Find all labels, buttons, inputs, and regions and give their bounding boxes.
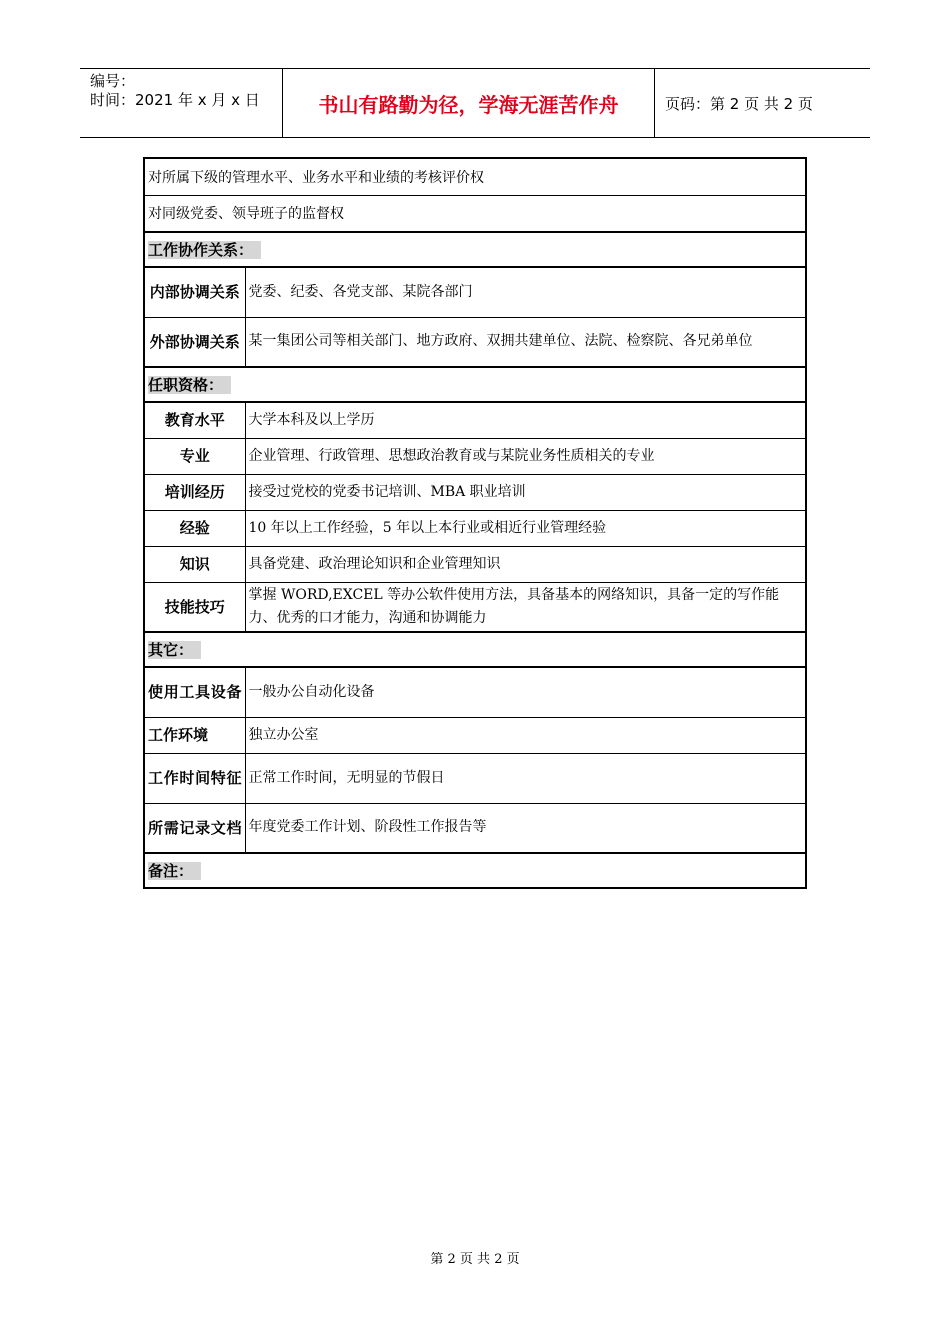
row-value: 大学本科及以上学历 — [245, 402, 806, 438]
table-row — [144, 753, 806, 803]
row-value: 一般办公自动化设备 — [245, 667, 806, 717]
row-label: 外部协调关系 — [144, 317, 245, 367]
row-label: 培训经历 — [144, 474, 245, 510]
job-description-table — [143, 157, 807, 889]
row-label: 经验 — [144, 510, 245, 546]
document-date: 时间：2021 年 x 月 x 日 — [90, 91, 260, 109]
section-title: 备注： — [148, 862, 201, 880]
section-title: 任职资格： — [148, 376, 231, 394]
row-value: 接受过党校的党委书记培训、MBA 职业培训 — [245, 474, 806, 510]
row-label: 教育水平 — [144, 402, 245, 438]
table-row — [144, 717, 806, 753]
row-label: 技能技巧 — [144, 582, 245, 632]
section-title: 工作协作关系： — [148, 241, 261, 259]
table-row — [144, 438, 806, 474]
authority-row — [144, 195, 806, 232]
row-label: 内部协调关系 — [144, 267, 245, 317]
document-number: 编号： — [90, 72, 136, 90]
row-value: 10 年以上工作经验，5 年以上本行业或相近行业管理经验 — [245, 510, 806, 546]
row-label: 所需记录文档 — [144, 803, 245, 853]
row-value: 年度党委工作计划、阶段性工作报告等 — [245, 803, 806, 853]
table-row — [144, 317, 806, 367]
authority-item: 对同级党委、领导班子的监督权 — [144, 195, 806, 232]
row-value: 正常工作时间，无明显的节假日 — [245, 753, 806, 803]
table-row — [144, 474, 806, 510]
table-row — [144, 267, 806, 317]
row-value: 某一集团公司等相关部门、地方政府、双拥共建单位、法院、检察院、各兄弟单位 — [245, 317, 806, 367]
authority-item: 对所属下级的管理水平、业务水平和业绩的考核评价权 — [144, 158, 806, 195]
row-value: 独立办公室 — [245, 717, 806, 753]
section-remarks — [144, 853, 806, 888]
header-motto: 书山有路勤为径，学海无涯苦作舟 — [282, 69, 655, 137]
section-cooperation — [144, 232, 806, 267]
row-value: 企业管理、行政管理、思想政治教育或与某院业务性质相关的专业 — [245, 438, 806, 474]
section-title: 其它： — [148, 641, 201, 659]
row-label: 使用工具设备 — [144, 667, 245, 717]
page-footer: 第 2 页 共 2 页 — [430, 1252, 520, 1267]
header-page-info: 页码：第 2 页 共 2 页 — [665, 94, 813, 113]
table-row — [144, 510, 806, 546]
row-label: 专业 — [144, 438, 245, 474]
row-label: 工作时间特征 — [144, 753, 245, 803]
table-row — [144, 667, 806, 717]
section-qualification — [144, 367, 806, 402]
table-row — [144, 582, 806, 632]
table-row — [144, 402, 806, 438]
row-value: 党委、纪委、各党支部、某院各部门 — [245, 267, 806, 317]
section-other — [144, 632, 806, 667]
row-value: 掌握 WORD,EXCEL 等办公软件使用方法，具备基本的网络知识，具备一定的写作能力、优秀的口才能力，沟通和协调能力 — [245, 582, 806, 632]
header-meta — [80, 69, 282, 137]
page-header — [80, 68, 870, 138]
row-label: 知识 — [144, 546, 245, 582]
table-row — [144, 803, 806, 853]
authority-row — [144, 158, 806, 195]
table-row — [144, 546, 806, 582]
row-label: 工作环境 — [144, 717, 245, 753]
row-value: 具备党建、政治理论知识和企业管理知识 — [245, 546, 806, 582]
